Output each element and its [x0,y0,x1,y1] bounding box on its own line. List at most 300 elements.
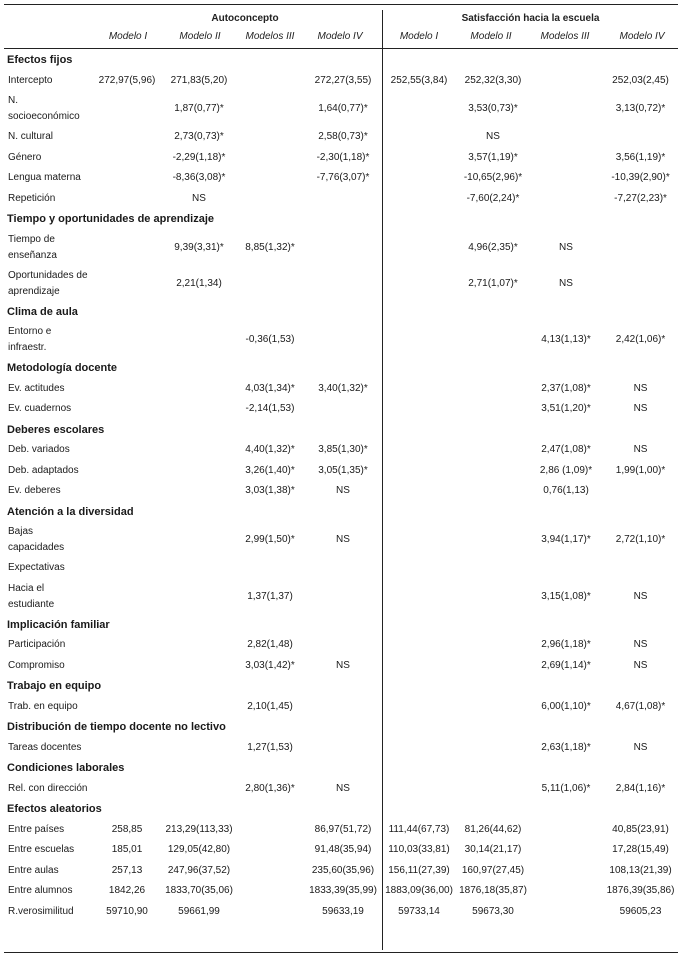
table-cell [91,522,163,558]
row-label: Tareas docentes [8,741,82,753]
table-cell [381,461,457,482]
table-cell: NS [633,590,648,602]
table-cell [91,230,163,266]
table-cell [91,91,163,127]
table-cell: 3,85(1,30)* [318,444,368,456]
table-cell: NS [336,485,350,497]
table-cell: 3,94(1,17)* [541,534,591,545]
table-cell [381,230,457,266]
row-label: Entre países [8,823,65,835]
table-cell: 1,27(1,53) [247,741,293,753]
table-cell [163,579,235,615]
section-row [4,717,678,738]
table-cell: NS [559,277,573,289]
table-cell [163,635,235,656]
table-cell [529,558,603,579]
row-label: Rel. con dirección [8,782,88,794]
table-cell: 213,29(113,33) [165,823,233,835]
table-cell [91,127,163,148]
table-cell [305,189,381,210]
table-cell [235,168,305,189]
table-cell [91,635,163,656]
table-cell [305,399,381,420]
table-cell [163,379,235,400]
table-cell [163,656,235,677]
section-row [4,50,678,71]
table-cell [235,820,305,841]
row-label: Ev. cuadernos [8,403,72,415]
table-cell [529,148,603,169]
table-row [4,635,678,656]
table-cell [91,579,163,615]
table-cell [457,738,529,759]
table-cell: -7,27(2,23)* [614,192,667,204]
table-cell: 271,83(5,20) [170,74,228,86]
table-cell: 3,13(0,72)* [615,103,666,114]
table-cell: 185,01 [111,844,143,856]
table-cell [457,779,529,800]
row-label: Entorno e infraestr. [8,326,52,353]
table-row [4,522,678,558]
table-row [4,902,678,923]
table-cell [457,440,529,461]
table-cell [91,481,163,502]
table-cell: 1,37(1,37) [247,590,293,602]
table-cell: 257,13 [111,864,143,876]
row-label: Trab. en equipo [8,700,78,712]
table-cell [381,189,457,210]
table-cell [235,91,305,127]
table-cell: 1,87(0,77)* [174,103,224,114]
table-cell: NS [633,382,648,394]
row-label: Entre aulas [8,864,59,876]
table-cell [603,481,678,502]
table-cell: 272,97(5,96) [98,74,156,86]
table-cell: 1,99(1,00)* [615,464,666,476]
row-label: Bajas capacidades [8,526,65,553]
row-label: N. socioeconómico [8,95,80,122]
col-header-sat-modelo-4: Modelo IV [619,31,665,42]
table-cell: 2,63(1,18)* [541,741,591,753]
section-label: Trabajo en equipo [7,680,102,693]
section-row [4,615,678,636]
table-cell: -7,76(3,07)* [316,172,370,184]
table-cell [381,558,457,579]
table-cell [91,322,163,358]
table-cell: 3,56(1,19)* [615,151,666,163]
table-cell [381,399,457,420]
row-label: Compromiso [8,659,65,671]
table-cell [381,779,457,800]
table-cell [305,635,381,656]
table-cell [305,322,381,358]
table-cell [529,168,603,189]
table-cell: 252,32(3,30) [464,74,522,86]
table-cell [235,902,305,923]
table-cell [457,697,529,718]
table-row [4,820,678,841]
row-label: Deb. adaptados [8,464,79,476]
section-label: Deberes escolares [7,423,105,436]
table-cell: NS [336,659,350,671]
table-cell [381,738,457,759]
table-cell [529,820,603,841]
table-cell: -2,14(1,53) [245,403,295,415]
table-cell [163,322,235,358]
table-cell [163,522,235,558]
group-header-satisfaccion: Satisfacción hacia la escuela [461,13,600,24]
row-label: Expectativas [8,562,65,574]
table-cell [163,399,235,420]
row-label: Deb. variados [8,444,70,456]
table-row [4,127,678,148]
table-cell [91,168,163,189]
table-cell: 252,55(3,84) [390,74,448,86]
table-cell: NS [336,534,350,545]
table-cell [163,440,235,461]
table-cell [529,881,603,902]
col-header-sat-modelo-1: Modelo I [399,31,439,42]
table-cell: 2,71(1,07)* [468,277,518,289]
table-cell: 2,99(1,50)* [245,534,295,545]
table-cell: 81,26(44,62) [464,823,522,835]
table-cell: 258,85 [111,823,143,835]
table-cell [457,656,529,677]
table-cell [305,738,381,759]
table-row [4,168,678,189]
table-cell [603,127,678,148]
table-cell [529,71,603,92]
table-cell [163,461,235,482]
table-cell [381,697,457,718]
table-cell: -0,36(1,53) [245,334,295,345]
table-cell [457,399,529,420]
table-cell: 2,42(1,06)* [615,334,666,345]
row-label: Oportunidades de aprendizaje [8,269,88,297]
header-rule [4,48,678,49]
section-label: Atención a la diversidad [7,505,134,518]
table-cell [235,266,305,302]
table-cell [457,481,529,502]
section-row [4,209,678,230]
table-cell [91,148,163,169]
table-cell [91,738,163,759]
table-cell [381,522,457,558]
table-cell [91,697,163,718]
table-cell [235,861,305,882]
table-row [4,861,678,882]
table-row [4,881,678,902]
table-cell: 3,53(0,73)* [468,103,518,114]
table-cell: 4,96(2,35)* [468,241,518,253]
table-cell: 5,11(1,06)* [541,782,591,794]
table-cell: 1,64(0,77)* [318,103,368,114]
row-label: Tiempo de enseñanza [8,233,57,261]
table-cell [305,579,381,615]
table-cell: 235,60(35,96) [311,864,375,876]
table-cell: 2,69(1,14)* [541,659,591,671]
table-cell [381,440,457,461]
table-cell [603,558,678,579]
table-cell: NS [486,131,500,143]
table-cell [91,399,163,420]
section-row [4,502,678,523]
table-row [4,230,678,266]
table-cell [235,840,305,861]
table-cell: 2,10(1,45) [247,700,293,712]
section-row [4,799,678,820]
table-cell: 156,11(27,39) [388,864,450,876]
table-cell: NS [336,782,350,794]
table-cell: 8,85(1,32)* [245,241,295,253]
table-cell: 2,86 (1,09)* [539,464,593,476]
table-cell [381,656,457,677]
table-cell: 2,47(1,08)* [541,444,591,456]
table-row [4,322,678,358]
table-row [4,481,678,502]
table-cell [529,91,603,127]
group-header-autoconcepto: Autoconcepto [211,13,279,24]
col-header-sat-modelo-2: Modelo II [470,31,512,42]
table-cell [91,779,163,800]
table-cell: 1876,18(35,87) [459,885,527,897]
table-cell [529,902,603,923]
table-row [4,266,678,302]
table-cell [91,440,163,461]
table-row [4,440,678,461]
table-cell [529,840,603,861]
row-label: Entre escuelas [8,844,75,856]
table-cell [91,189,163,210]
table-cell: -10,39(2,90)* [611,172,670,184]
table-cell [235,189,305,210]
table-row [4,840,678,861]
section-label: Efectos fijos [7,54,73,67]
section-row [4,358,678,379]
table-cell [381,579,457,615]
table-cell: 247,96(37,52) [167,864,231,876]
top-rule [4,4,678,5]
table-cell: 4,67(1,08)* [615,700,666,712]
table-cell [381,266,457,302]
row-label: Repetición [8,192,56,204]
table-cell: 3,26(1,40)* [245,464,295,476]
table-row [4,399,678,420]
row-label: N. cultural [8,131,54,143]
table-cell [305,230,381,266]
table-cell: 3,57(1,19)* [468,151,518,163]
section-label: Metodología docente [7,362,117,375]
section-row [4,302,678,323]
table-cell: 2,80(1,36)* [245,782,295,794]
table-cell [529,127,603,148]
section-label: Efectos aleatorios [7,803,102,816]
section-row [4,676,678,697]
table-cell [163,697,235,718]
table-cell: 0,76(1,13) [543,485,589,497]
section-row [4,420,678,441]
table-cell [163,558,235,579]
table-cell: 3,03(1,38)* [245,485,295,497]
table-cell: 17,28(15,49) [612,844,669,856]
col-header-auto-modelo-1: Modelo I [108,31,148,42]
section-label: Clima de aula [7,305,78,318]
table-cell: 111,44(67,73) [388,823,450,835]
table-cell: -8,36(3,08)* [172,172,226,184]
table-row [4,91,678,127]
table-cell: 160,97(27,45) [461,864,525,876]
table-cell [603,230,678,266]
table-cell [457,579,529,615]
table-cell [603,266,678,302]
table-cell [457,379,529,400]
section-label: Distribución de tiempo docente no lectivo [7,721,226,734]
table-row [4,656,678,677]
table-cell: 2,21(1,34) [176,277,222,289]
table-cell: NS [559,241,573,253]
table-cell [381,322,457,358]
table-cell [235,71,305,92]
table-cell: NS [633,403,648,415]
col-header-sat-modelo-3: Modelos III [540,31,590,42]
table-cell: NS [633,444,648,456]
table-row [4,461,678,482]
table-cell: 108,13(21,39) [609,864,672,876]
row-label: Ev. deberes [8,485,61,497]
table-cell [235,127,305,148]
table-cell: 4,40(1,32)* [245,444,295,456]
table-cell [305,266,381,302]
table-cell: NS [633,659,648,671]
table-cell: 3,03(1,42)* [245,659,295,671]
table-cell: -2,29(1,18)* [172,151,226,163]
row-label: Entre alumnos [8,885,73,897]
table-cell: 2,73(0,73)* [174,131,224,143]
table-cell [91,266,163,302]
table-cell [91,656,163,677]
row-label: Lengua materna [8,172,81,184]
table-cell: 1883,09(36,00) [385,885,453,897]
table-cell: 3,15(1,08)* [541,590,591,602]
table-cell: 59633,19 [322,905,364,917]
table-cell [305,558,381,579]
table-cell: 2,82(1,48) [247,639,293,651]
row-label: Participación [8,639,66,651]
table-row [4,71,678,92]
col-header-auto-modelo-4: Modelo IV [317,31,363,42]
table-cell [381,379,457,400]
table-cell: 59710,90 [106,905,148,917]
table-cell [381,168,457,189]
table-cell: 252,03(2,45) [612,74,669,86]
table-cell [235,148,305,169]
table-cell: 1876,39(35,86) [606,885,675,897]
table-cell: 2,58(0,73)* [318,131,368,143]
table-row [4,148,678,169]
table-cell [163,481,235,502]
table-cell [91,461,163,482]
table-cell [235,558,305,579]
table-cell: 59605,23 [619,905,662,917]
table-cell: 59733,14 [398,905,440,917]
table-cell [457,322,529,358]
table-cell [91,558,163,579]
table-cell [457,558,529,579]
table-cell: 2,96(1,18)* [541,639,591,651]
table-cell: 40,85(23,91) [612,823,669,835]
table-cell [381,127,457,148]
table-cell: 110,03(33,81) [388,844,450,856]
table-cell [529,861,603,882]
table-cell [457,461,529,482]
coefficients-table [4,50,678,922]
table-cell: 2,84(1,16)* [615,782,666,794]
table-cell: NS [633,741,648,753]
table-row [4,697,678,718]
table-cell [235,881,305,902]
table-cell: 59673,30 [472,905,514,917]
table-cell: 2,37(1,08)* [541,382,591,394]
section-row [4,758,678,779]
table-row [4,779,678,800]
table-row [4,558,678,579]
table-cell: 86,97(51,72) [314,823,372,835]
table-cell: 91,48(35,94) [314,844,372,856]
table-cell: 272,27(3,55) [314,74,372,86]
table-cell [381,635,457,656]
row-label: Intercepto [8,74,53,86]
table-cell: -7,60(2,24)* [466,192,520,204]
section-label: Tiempo y oportunidades de aprendizaje [7,213,215,226]
table-row [4,738,678,759]
table-cell: -10,65(2,96)* [463,172,523,184]
table-cell: 9,39(3,31)* [174,241,224,253]
table-row [4,379,678,400]
table-cell: 2,72(1,10)* [615,534,666,545]
table-cell [381,481,457,502]
section-label: Condiciones laborales [7,762,125,775]
table-cell [91,379,163,400]
table-cell: -2,30(1,18)* [316,151,370,163]
col-header-auto-modelo-3: Modelos III [245,31,295,42]
table-cell [457,522,529,558]
table-cell: 3,05(1,35)* [318,464,368,476]
row-label: Hacia el estudiante [8,582,55,610]
table-cell: NS [192,192,206,204]
table-cell [305,697,381,718]
table-row [4,579,678,615]
row-label: Género [8,151,42,163]
table-cell: 129,05(42,80) [167,844,231,856]
table-cell: 59661,99 [178,905,220,917]
table-cell [529,189,603,210]
table-cell [381,148,457,169]
table-cell: 4,03(1,34)* [245,382,295,394]
table-cell [381,91,457,127]
table-cell [457,635,529,656]
bottom-rule [4,952,678,953]
row-label: R.verosimilitud [8,905,74,917]
table-cell: 3,51(1,20)* [541,403,591,415]
table-cell: 3,40(1,32)* [318,382,368,394]
row-label: Ev. actitudes [8,382,65,394]
table-cell: 6,00(1,10)* [541,700,591,712]
col-header-auto-modelo-2: Modelo II [179,31,221,42]
table-cell: 1833,39(35,99) [309,885,377,897]
table-row [4,189,678,210]
table-cell: 4,13(1,13)* [541,334,591,345]
table-cell [163,738,235,759]
